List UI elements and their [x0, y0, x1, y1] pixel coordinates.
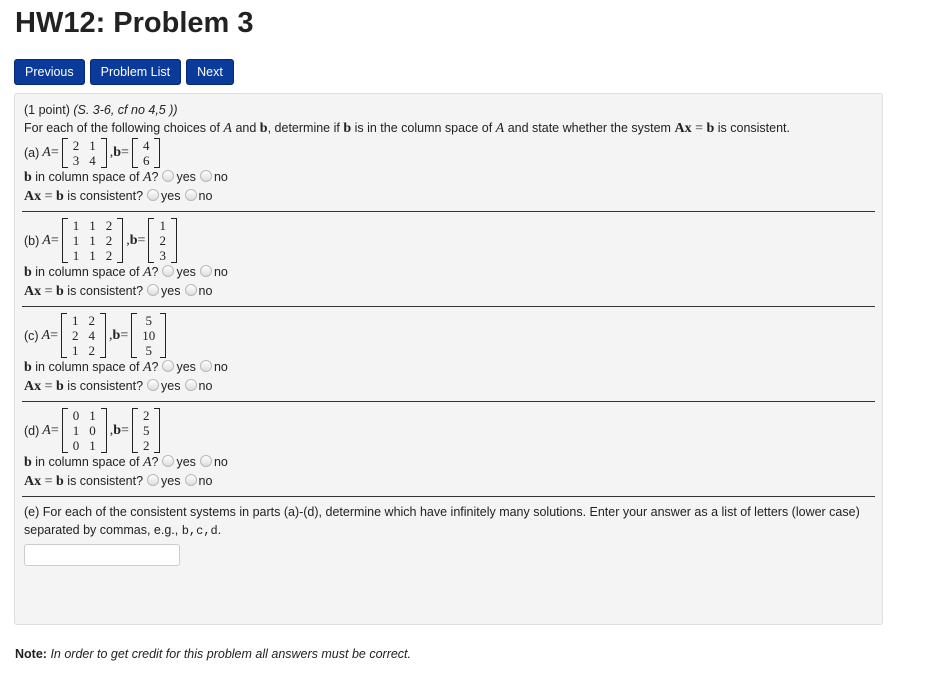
- problem-navigation: [14, 59, 234, 85]
- yes-radio[interactable]: [162, 265, 174, 277]
- part-label: (c): [24, 328, 39, 343]
- note: [15, 647, 411, 661]
- part-a: [24, 138, 873, 168]
- math-A: A: [42, 232, 51, 248]
- question-mark: ?: [151, 170, 159, 184]
- intro-text: and state whether the system: [504, 121, 675, 135]
- math-b: b: [24, 170, 32, 185]
- problem-list-button[interactable]: Problem List: [90, 59, 181, 85]
- question-text: in column space of: [31, 360, 143, 374]
- matrix-entry: 2: [105, 218, 113, 233]
- no-radio[interactable]: [185, 189, 197, 201]
- part-label: (d): [24, 423, 40, 438]
- consistency-question: [24, 472, 873, 491]
- yes-radio[interactable]: [147, 189, 159, 201]
- math-Ax: Ax: [24, 189, 42, 204]
- math-b: b: [24, 455, 32, 470]
- matrix-entry: 1: [89, 218, 96, 233]
- question-mark: ?: [151, 455, 159, 469]
- matrix-entries: [138, 408, 155, 453]
- math-b: b: [706, 121, 715, 136]
- yes-label: yes: [176, 170, 196, 184]
- part-label: (a): [24, 146, 40, 160]
- math-comma: ,: [109, 422, 114, 438]
- vector-b: [131, 313, 166, 358]
- matrix-entry: 1: [89, 408, 96, 423]
- matrix-entry: 0: [89, 423, 96, 438]
- question-text: is consistent?: [63, 284, 144, 298]
- question-text: is consistent?: [63, 474, 144, 488]
- part-d: [24, 408, 873, 453]
- no-label: no: [198, 379, 213, 393]
- part-e-period: .: [217, 523, 222, 537]
- matrix-A: [62, 138, 107, 168]
- math-Ax: Ax: [24, 474, 42, 489]
- math-A: A: [142, 360, 152, 375]
- note-label: Note:: [15, 647, 47, 661]
- problem-source: (S. 3-6, cf no 4,5 )): [73, 103, 178, 117]
- math-comma: ,: [109, 145, 114, 160]
- matrix-entry: 1: [89, 248, 96, 263]
- matrix-bracket-right: [100, 313, 106, 358]
- math-A: A: [495, 121, 505, 136]
- column-space-question: [24, 263, 873, 282]
- no-label: no: [198, 189, 213, 203]
- matrix-entry: 2: [142, 438, 150, 453]
- no-radio[interactable]: [200, 170, 212, 182]
- matrix-bracket-right: [101, 138, 107, 168]
- page-title: HW12: Problem 3: [15, 7, 254, 39]
- matrix-entry: 2: [105, 248, 113, 263]
- math-equals: =: [41, 474, 57, 489]
- matrix-entries: [67, 313, 100, 358]
- matrix-entry: 4: [88, 328, 96, 343]
- math-b: b: [56, 284, 64, 299]
- math-comma: ,: [109, 327, 113, 343]
- yes-label: yes: [176, 455, 196, 469]
- question-mark: ?: [151, 265, 159, 279]
- part-e-answer-input[interactable]: [24, 544, 180, 566]
- matrix-entry: 2: [88, 313, 96, 328]
- matrix-entry: 0: [72, 438, 80, 453]
- math-b: b: [259, 121, 268, 136]
- math-b: b: [24, 265, 32, 280]
- no-label: no: [213, 360, 228, 374]
- intro-text: is in the column space of: [351, 121, 496, 135]
- intro-text: and: [231, 121, 260, 135]
- no-label: no: [213, 265, 228, 279]
- question-mark: ?: [151, 360, 159, 374]
- matrix-entry: 1: [72, 343, 79, 358]
- matrix-bracket-right: [117, 218, 123, 263]
- problem-intro: [24, 119, 873, 138]
- part-e-question-cont: separated by commas, e.g.,: [24, 523, 182, 537]
- question-text: in column space of: [31, 170, 143, 184]
- matrix-bracket-right: [101, 408, 107, 453]
- matrix-entry: 1: [72, 248, 80, 263]
- matrix-A: [61, 313, 106, 358]
- no-radio[interactable]: [200, 360, 212, 372]
- math-b: b: [24, 360, 32, 375]
- no-radio[interactable]: [185, 474, 197, 486]
- consistency-question: [24, 282, 873, 301]
- math-b: b: [56, 379, 64, 394]
- math-A: A: [142, 455, 152, 470]
- part-e-question: (e) For each of the consistent systems in parts (a)-(d), determine which have infinitely many solutions. Enter your answer as a list of letters (lower case): [24, 505, 860, 519]
- matrix-entry: 1: [72, 233, 80, 248]
- math-equals: =: [41, 379, 57, 394]
- math-b: b: [113, 422, 122, 438]
- math-equals: =: [50, 327, 59, 343]
- yes-radio[interactable]: [147, 379, 159, 391]
- problem-panel: [14, 93, 883, 625]
- consistency-question: [24, 377, 873, 396]
- previous-button[interactable]: Previous: [14, 59, 85, 85]
- matrix-entry: 1: [72, 313, 79, 328]
- part-divider: [22, 496, 875, 497]
- matrix-entry: 10: [142, 328, 156, 343]
- matrix-bracket-right: [160, 313, 166, 358]
- matrix-entries: [137, 313, 160, 358]
- math-b: b: [56, 474, 64, 489]
- math-equals: =: [41, 189, 57, 204]
- yes-radio[interactable]: [162, 170, 174, 182]
- matrix-bracket-right: [154, 138, 160, 168]
- matrix-bracket-right: [154, 408, 160, 453]
- yes-label: yes: [161, 284, 181, 298]
- matrix-entries: [138, 138, 155, 168]
- part-divider: [22, 211, 875, 212]
- matrix-entry: 2: [88, 343, 96, 358]
- no-label: no: [213, 170, 228, 184]
- matrix-entry: 0: [72, 408, 80, 423]
- matrix-entry: 4: [89, 153, 96, 168]
- question-text: is consistent?: [63, 379, 144, 393]
- points-label: (1 point): [24, 103, 70, 117]
- matrix-A: [62, 218, 124, 263]
- matrix-entry: 1: [159, 218, 166, 233]
- consistency-question: [24, 187, 873, 206]
- matrix-entry: 2: [72, 328, 79, 343]
- yes-label: yes: [161, 189, 181, 203]
- matrix-entries: [68, 408, 101, 453]
- math-A: A: [142, 170, 152, 185]
- parts-container: [24, 138, 873, 497]
- math-A: A: [41, 327, 51, 343]
- matrix-entries: [68, 138, 101, 168]
- math-A: A: [223, 121, 232, 136]
- matrix-entries: [68, 218, 118, 263]
- part-e: [24, 503, 873, 540]
- matrix-entry: 1: [89, 438, 96, 453]
- next-button[interactable]: Next: [186, 59, 234, 85]
- no-radio[interactable]: [185, 379, 197, 391]
- question-text: in column space of: [31, 455, 143, 469]
- math-b: b: [112, 327, 121, 343]
- no-radio[interactable]: [185, 284, 197, 296]
- math-Ax: Ax: [24, 379, 42, 394]
- question-text: in column space of: [31, 265, 143, 279]
- math-b: b: [113, 145, 122, 160]
- intro-text: is consistent.: [714, 121, 791, 135]
- yes-label: yes: [176, 265, 196, 279]
- matrix-entry: 5: [145, 313, 152, 328]
- math-comma: ,: [126, 232, 130, 248]
- yes-radio[interactable]: [162, 360, 174, 372]
- part-divider: [22, 401, 875, 402]
- math-A: A: [42, 145, 51, 160]
- matrix-entry: 6: [142, 153, 150, 168]
- yes-radio[interactable]: [147, 474, 159, 486]
- column-space-question: [24, 168, 873, 187]
- yes-label: yes: [176, 360, 196, 374]
- math-A: A: [142, 265, 152, 280]
- intro-text: , determine if: [267, 121, 344, 135]
- math-b: b: [56, 189, 64, 204]
- math-A: A: [42, 422, 51, 438]
- note-text: In order to get credit for this problem all answers must be correct.: [50, 647, 412, 661]
- no-label: no: [198, 284, 213, 298]
- math-equals: =: [50, 422, 59, 438]
- math-equals: =: [121, 145, 129, 160]
- math-equals: =: [41, 284, 57, 299]
- matrix-entry: 2: [159, 233, 166, 248]
- matrix-entry: 2: [105, 233, 113, 248]
- no-label: no: [198, 474, 213, 488]
- no-label: no: [213, 455, 228, 469]
- matrix-entry: 1: [89, 138, 96, 153]
- math-equals: =: [691, 121, 707, 136]
- math-b: b: [129, 232, 138, 248]
- part-e-example: b,c,d: [181, 524, 218, 538]
- vector-b: [148, 218, 177, 263]
- matrix-entry: 3: [159, 248, 166, 263]
- matrix-entry: 2: [142, 408, 150, 423]
- vector-b: [132, 138, 161, 168]
- math-equals: =: [50, 145, 59, 160]
- vector-b: [132, 408, 161, 453]
- math-equals: =: [121, 422, 129, 438]
- matrix-entries: [154, 218, 171, 263]
- yes-radio[interactable]: [162, 455, 174, 467]
- yes-radio[interactable]: [147, 284, 159, 296]
- matrix-A: [62, 408, 107, 453]
- math-equals: =: [50, 232, 59, 248]
- matrix-entry: 4: [142, 138, 150, 153]
- no-radio[interactable]: [200, 265, 212, 277]
- matrix-entry: 5: [145, 343, 152, 358]
- part-divider: [22, 306, 875, 307]
- yes-label: yes: [161, 379, 181, 393]
- no-radio[interactable]: [200, 455, 212, 467]
- matrix-bracket-right: [171, 218, 177, 263]
- math-b: b: [343, 121, 352, 136]
- part-c: [24, 313, 873, 358]
- matrix-entry: 1: [72, 218, 80, 233]
- math-equals: =: [120, 327, 129, 343]
- matrix-entry: 1: [89, 233, 96, 248]
- math-equals: =: [137, 232, 146, 248]
- question-text: is consistent?: [63, 189, 144, 203]
- math-Ax: Ax: [674, 121, 692, 136]
- problem-points: [24, 101, 873, 119]
- matrix-entry: 3: [72, 153, 80, 168]
- column-space-question: [24, 358, 873, 377]
- part-label: (b): [24, 233, 40, 248]
- math-Ax: Ax: [24, 284, 42, 299]
- column-space-question: [24, 453, 873, 472]
- matrix-entry: 2: [72, 138, 80, 153]
- matrix-entry: 5: [142, 423, 150, 438]
- yes-label: yes: [161, 474, 181, 488]
- matrix-entry: 1: [72, 423, 80, 438]
- intro-text: For each of the following choices of: [24, 121, 224, 135]
- part-b: [24, 218, 873, 263]
